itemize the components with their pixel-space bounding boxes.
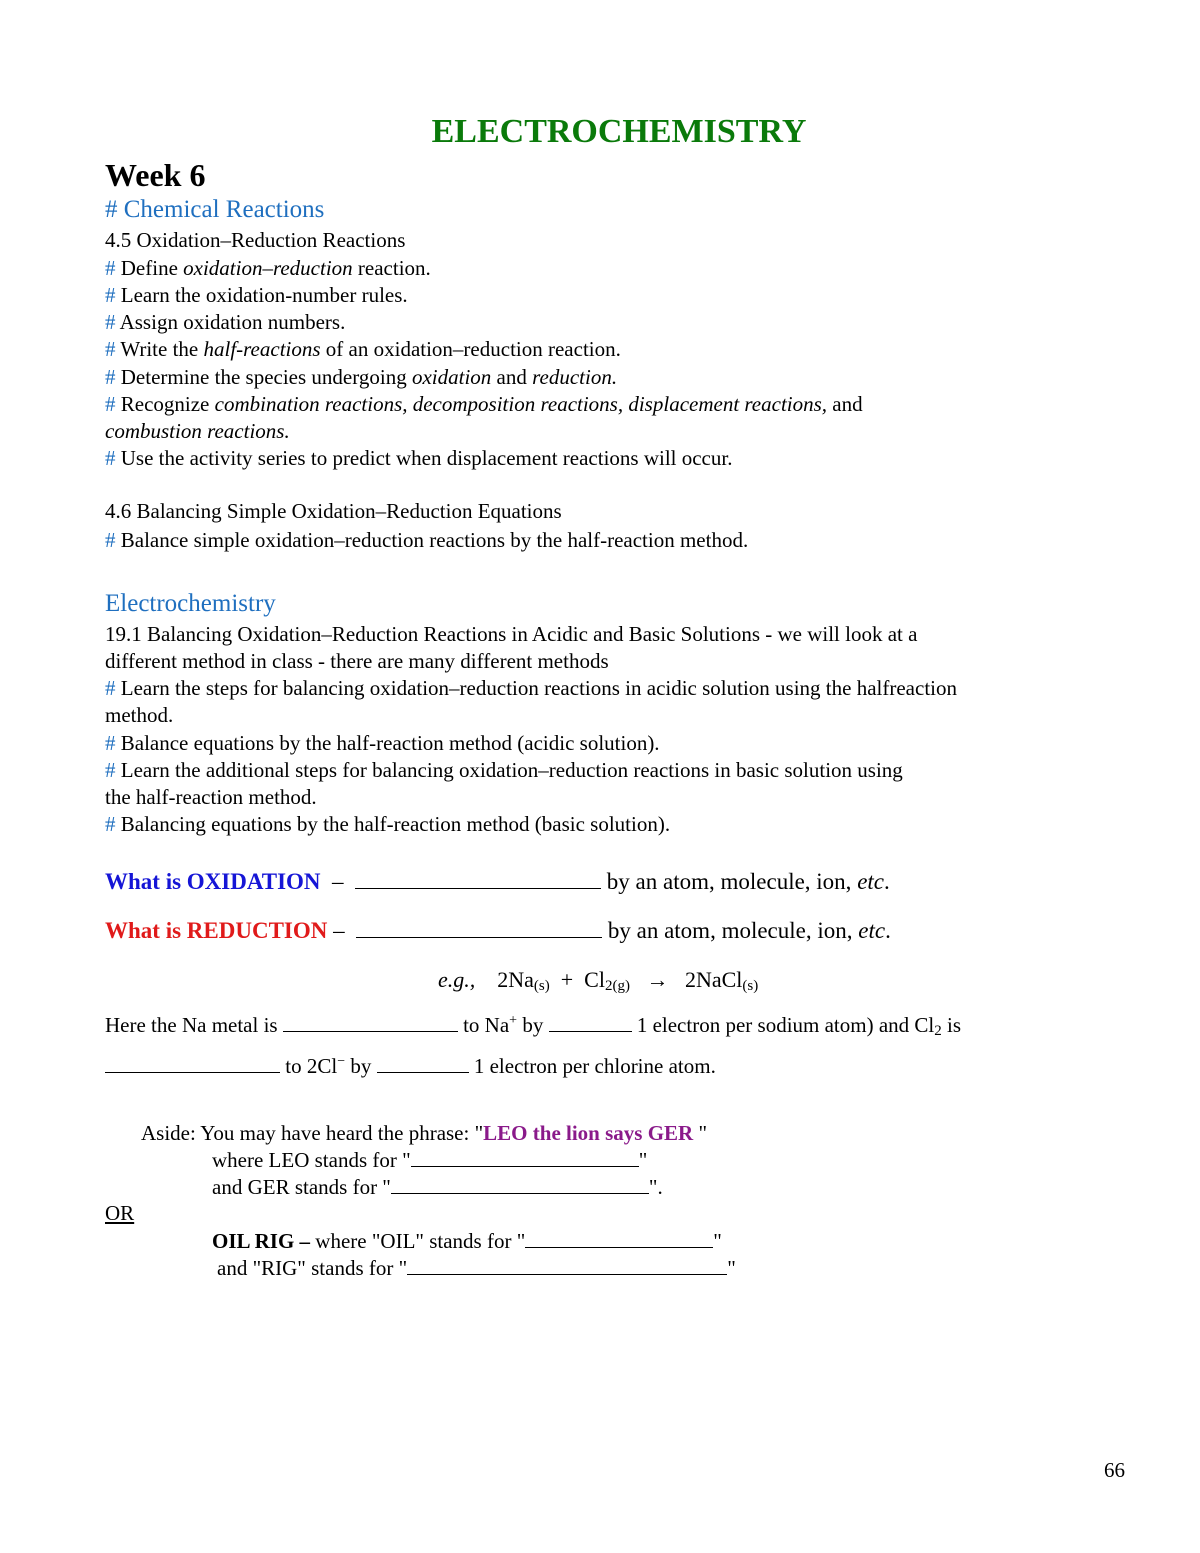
oil-blank[interactable] xyxy=(525,1227,713,1248)
objective-balance-simple: # Balance simple oxidation–reduction reactions by the half-reaction method. xyxy=(105,528,749,552)
page-number: 66 xyxy=(1104,1458,1125,1482)
reduction-blank[interactable] xyxy=(356,917,602,938)
objective-recognize: # Recognize combination reactions, decomposition reactions, displacement reactions, and xyxy=(105,392,863,416)
objective-basic-steps: # Learn the additional steps for balancing oxidation–reduction reactions in basic solution using xyxy=(105,758,903,782)
document-title: ELECTROCHEMISTRY xyxy=(431,113,807,150)
sodium-blank-2[interactable] xyxy=(549,1011,632,1032)
section-heading-chemical-reactions: # Chemical Reactions xyxy=(105,196,325,223)
chlorine-blank-2[interactable] xyxy=(377,1052,469,1073)
subsection-19-1-cont: different method in class - there are many different methods xyxy=(105,649,609,673)
ger-blank[interactable] xyxy=(391,1173,649,1194)
objective-basic-steps-cont: the half-reaction method. xyxy=(105,785,317,809)
subsection-19-1: 19.1 Balancing Oxidation–Reduction Reactions in Acidic and Basic Solutions - we will look at a xyxy=(105,622,918,646)
oil-line: OIL RIG – where "OIL" stands for " " xyxy=(212,1229,722,1253)
chlorine-sentence: to 2Cl− by 1 electron per chlorine atom. xyxy=(105,1052,716,1080)
sodium-blank-1[interactable] xyxy=(283,1011,458,1032)
objective-acidic-steps: # Learn the steps for balancing oxidation–reduction reactions in acidic solution using the halfreaction xyxy=(105,676,957,700)
objective-acidic-balance: # Balance equations by the half-reaction method (acidic solution). xyxy=(105,731,660,755)
week-heading: Week 6 xyxy=(105,157,206,193)
objective-assign: # Assign oxidation numbers. xyxy=(105,310,346,334)
oxidation-blank[interactable] xyxy=(355,868,601,889)
chlorine-blank-1[interactable] xyxy=(105,1052,280,1073)
section-heading-electrochemistry: Electrochemistry xyxy=(105,590,276,617)
leo-blank[interactable] xyxy=(411,1146,639,1167)
objective-learn-rules: # Learn the oxidation-number rules. xyxy=(105,283,408,307)
reduction-label: What is REDUCTION xyxy=(105,918,328,943)
leo-phrase: LEO the lion says GER xyxy=(483,1121,694,1145)
objective-basic-balance: # Balancing equations by the half-reaction method (basic solution). xyxy=(105,812,671,836)
oxidation-question: What is OXIDATION – by an atom, molecule, ion, etc. xyxy=(105,869,890,894)
oxidation-label: What is OXIDATION xyxy=(105,869,321,894)
sodium-sentence: Here the Na metal is to Na+ by 1 electron per sodium atom) and $Cl_2$ is xyxy=(105,1013,962,1039)
subsection-4-5: 4.5 Oxidation–Reduction Reactions xyxy=(105,228,406,252)
ger-line: and GER stands for " ". xyxy=(212,1175,663,1199)
rig-blank[interactable] xyxy=(407,1254,727,1275)
objective-recognize-cont: combustion reactions. xyxy=(105,419,290,443)
objective-acidic-steps-cont: method. xyxy=(105,703,174,727)
leo-line: where LEO stands for " " xyxy=(212,1148,648,1172)
objective-define: # Define oxidation–reduction reaction. xyxy=(105,256,431,280)
aside-phrase: Aside: You may have heard the phrase: "LEO the lion says GER " xyxy=(141,1121,708,1145)
objective-determine: # Determine the species undergoing oxidation and reduction. xyxy=(105,365,618,389)
objective-activity-series: # Use the activity series to predict when displacement reactions will occur. xyxy=(105,446,733,470)
or-label: OR xyxy=(105,1201,135,1225)
reduction-question: What is REDUCTION – by an atom, molecule, ion, etc. xyxy=(105,918,891,943)
hash-marker: # xyxy=(105,256,116,280)
objective-write-half: # Write the half-reactions of an oxidation–reduction reaction. xyxy=(105,337,621,361)
example-equation: e.g., $2Na_{(s)} + Cl_{2(g)}$ → 2NaCl$_{(s)}$ xyxy=(438,967,759,994)
subsection-4-6: 4.6 Balancing Simple Oxidation–Reduction Equations xyxy=(105,499,562,523)
rig-line: and "RIG" stands for " " xyxy=(217,1256,736,1280)
